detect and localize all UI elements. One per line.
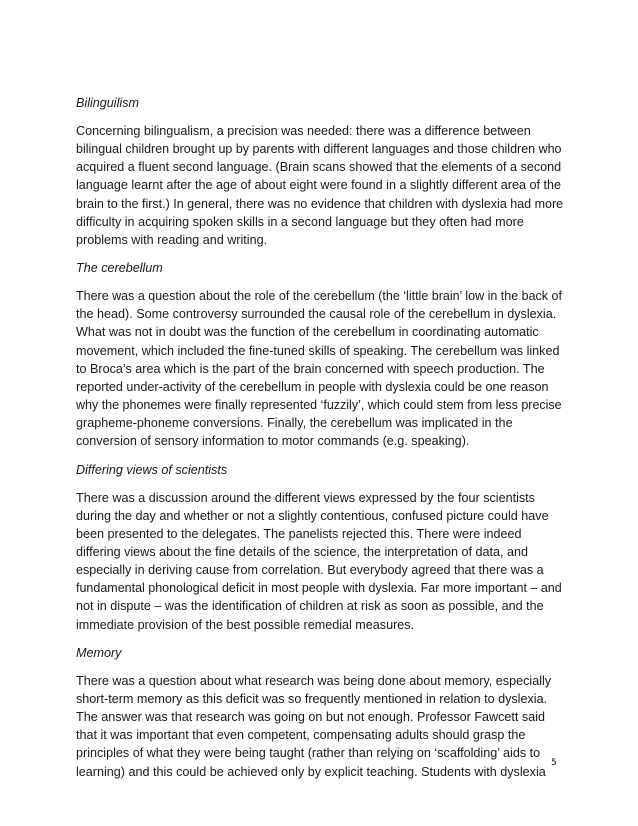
paragraph-line: that it was important that even competent, compensating adults should grasp the <box>76 728 526 743</box>
paragraph-line: The answer was that research was going on but not enough. Professor Fawcett said <box>76 710 546 725</box>
section-paragraph <box>76 489 564 634</box>
section-cerebellum <box>76 259 564 450</box>
paragraph-line: movement, which included the fine-tuned skills of speaking. The cerebellum was linked <box>76 343 560 358</box>
paragraph-line: not in dispute – was the identification of children at risk as soon as possible, and the <box>76 599 544 614</box>
paragraph-line: learning) and this could be achieved only by explicit teaching. Students with dyslexia <box>76 764 546 779</box>
paragraph-line: differing views about the fine details of the science, the interpretation of data, and <box>76 544 529 559</box>
section-heading: The cerebellum <box>76 261 163 276</box>
paragraph-line: fundamental phonological deficit in most people with dyslexia. Far more important – and <box>76 581 562 596</box>
paragraph-line: the head). Some controversy surrounded the causal role of the cerebellum in dyslexia. <box>76 307 557 322</box>
paragraph-line: immediate provision of the best possible remedial measures. <box>76 617 415 632</box>
paragraph-line: language learnt after the age of about eight were found in a slightly different area of the <box>76 178 561 193</box>
page-body <box>76 94 564 791</box>
paragraph-line: There was a question about the role of the cerebellum (the ‘little brain’ low in the back of <box>76 289 562 304</box>
section-differing-views <box>76 461 564 634</box>
paragraph-line: brain to the first.) In general, there was no evidence that children with dyslexia had more <box>76 196 564 211</box>
paragraph-line: principles of what they were being taught (rather than relying on ‘scaffolding’ aids to <box>76 746 541 761</box>
section-heading: Bilinguilism <box>76 96 139 110</box>
paragraph-line: difficulty in acquiring spoken skills in a second language but they often had more <box>76 214 524 229</box>
paragraph-line: conversion of sensory information to motor commands (e.g. speaking). <box>76 434 470 449</box>
paragraph-line: especially in deriving cause from correlation. But everybody agreed that there was a <box>76 563 544 578</box>
section-paragraph <box>76 122 564 249</box>
section-paragraph <box>76 672 564 781</box>
paragraph-line: grapheme-phoneme conversions. Finally, the cerebellum was implicated in the <box>76 416 513 431</box>
paragraph-line: There was a discussion around the different views expressed by the four scientists <box>76 490 535 505</box>
section-bilingualism <box>76 94 564 249</box>
paragraph-line: Concerning bilingualism, a precision was needed: there was a difference between <box>76 124 531 138</box>
section-paragraph <box>76 287 564 450</box>
paragraph-line: during the day and whether or not a slightly contentious, confused picture could have <box>76 508 549 523</box>
paragraph-line: bilingual children brought up by parents with different languages and those children who <box>76 142 562 157</box>
paragraph-line: short-term memory as this deficit was so frequently mentioned in relation to dyslexia. <box>76 691 548 706</box>
paragraph-line: problems with reading and writing. <box>76 232 268 247</box>
section-heading: Differing views of scientists <box>76 462 228 477</box>
paragraph-line: There was a question about what research was being done about memory, especially <box>76 673 552 688</box>
section-memory <box>76 644 564 781</box>
paragraph-line: to Broca’s area which is the part of the brain concerned with speech production. The <box>76 361 545 376</box>
paragraph-line: been presented to the delegates. The panelists rejected this. There were indeed <box>76 526 522 541</box>
page-number: 5 <box>551 758 557 768</box>
paragraph-line: acquired a fluent second language. (Brain scans showed that the elements of a second <box>76 160 562 175</box>
paragraph-line: reported under-activity of the cerebellum in people with dyslexia could be one reason <box>76 379 549 394</box>
paragraph-line: What was not in doubt was the function of the cerebellum in coordinating automatic <box>76 325 539 340</box>
paragraph-line: why the phonemes were finally represented ‘fuzzily’, which could stem from less precise <box>76 398 562 413</box>
section-heading: Memory <box>76 645 122 660</box>
